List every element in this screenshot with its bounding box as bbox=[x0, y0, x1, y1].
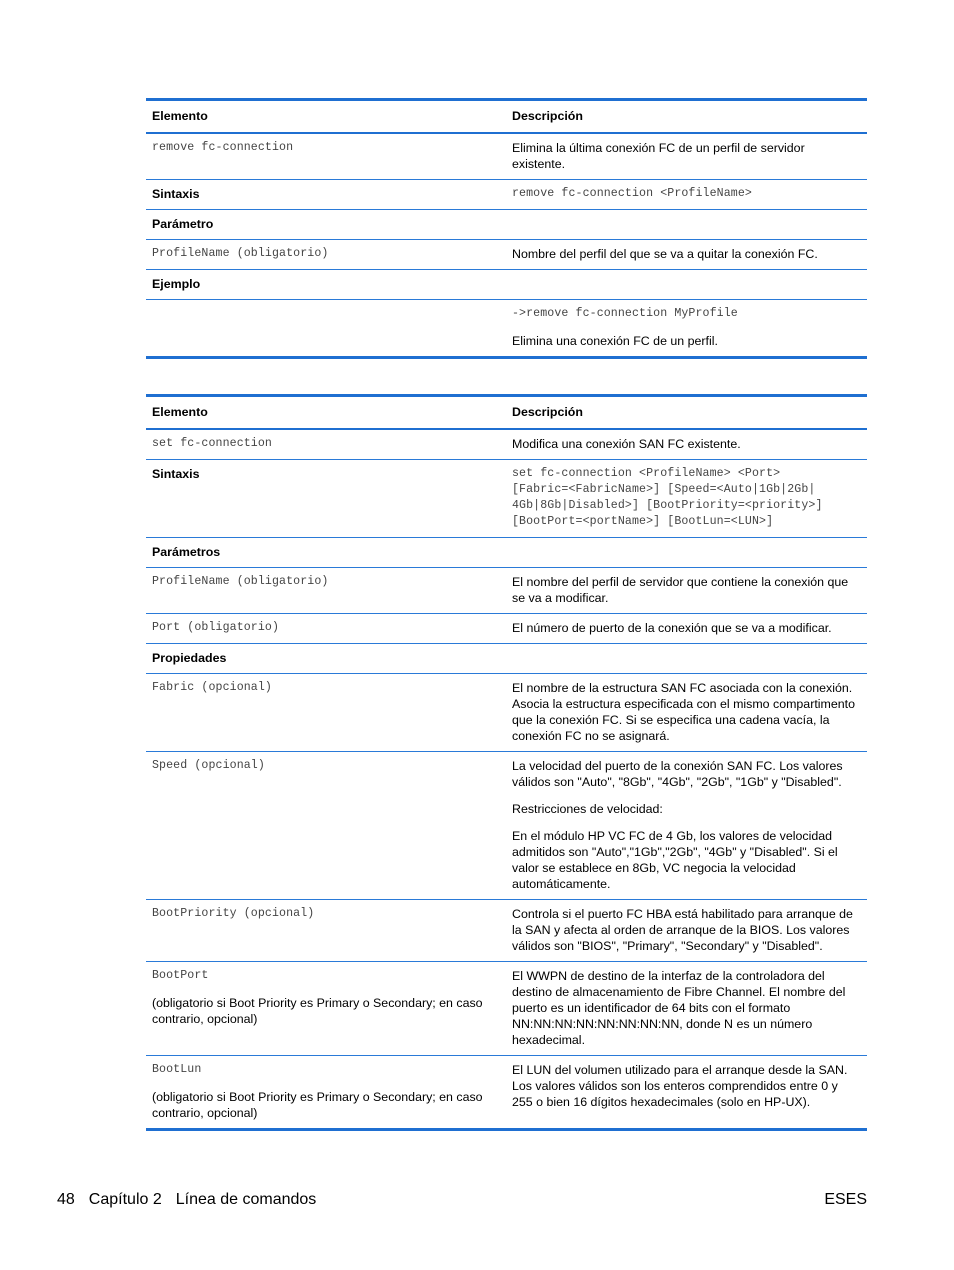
table-row bbox=[146, 133, 867, 180]
chapter-title: Línea de comandos bbox=[175, 1191, 317, 1208]
property-name: BootPriority (opcional) bbox=[146, 900, 506, 962]
parameter-description: El número de puerto de la conexión que se va a modificar. bbox=[506, 614, 867, 644]
property-description: El nombre de la estructura SAN FC asociada con la conexión. Asocia la estructura especificada con el mismo compartimento que la conexión FC. Si se especifica una cadena vacía, la conexión FC no se asignará. bbox=[506, 674, 867, 752]
property-description: El WWPN de destino de la interfaz de la controladora del destino de almacenamiento de Fibre Channel. El nombre del puerto es un identificador de 64 bits con el formato NN:NN:NN:NN:NN:NN:NN:NN, donde N es un número hexadecimal. bbox=[506, 962, 867, 1056]
property-name: BootLun bbox=[152, 1063, 202, 1076]
parameter-name: Port (obligatorio) bbox=[146, 614, 506, 644]
header-descripcion: Descripción bbox=[506, 100, 867, 134]
syntax-line: [Fabric=<FabricName>] [Speed=<Auto|1Gb|2Gb| bbox=[512, 483, 816, 496]
parameter-label: Parámetro bbox=[146, 210, 506, 240]
header-elemento: Elemento bbox=[146, 100, 506, 134]
header-descripcion: Descripción bbox=[506, 396, 867, 430]
property-cell bbox=[146, 962, 506, 1056]
parameter-description: El nombre del perfil de servidor que contiene la conexión que se va a modificar. bbox=[506, 568, 867, 614]
parameter-description: Nombre del perfil del que se va a quitar la conexión FC. bbox=[506, 240, 867, 270]
table-row bbox=[146, 674, 867, 752]
syntax-label: Sintaxis bbox=[146, 460, 506, 538]
example-description: Elimina una conexión FC de un perfil. bbox=[512, 334, 718, 348]
syntax-line: [BootPort=<portName>] [BootLun=<LUN>] bbox=[512, 515, 774, 528]
property-name: Fabric (opcional) bbox=[146, 674, 506, 752]
syntax-line: set fc-connection <ProfileName> <Port> bbox=[512, 467, 781, 480]
property-name: BootPort bbox=[152, 969, 209, 982]
properties-label: Propiedades bbox=[146, 644, 506, 674]
table-row bbox=[146, 1056, 867, 1130]
property-note: (obligatorio si Boot Priority es Primary o Secondary; en caso contrario, opcional) bbox=[152, 996, 483, 1026]
table-header-row bbox=[146, 396, 867, 430]
command-description: Elimina la última conexión FC de un perfil de servidor existente. bbox=[506, 133, 867, 180]
table-row bbox=[146, 429, 867, 460]
table-row bbox=[146, 180, 867, 210]
syntax-line: 4Gb|8Gb|Disabled>] [BootPriority=<priority>] bbox=[512, 499, 823, 512]
page-number: 48 bbox=[57, 1191, 75, 1208]
footer-language-code: ESES bbox=[824, 1191, 867, 1208]
header-elemento: Elemento bbox=[146, 396, 506, 430]
table-row bbox=[146, 900, 867, 962]
table-row bbox=[146, 300, 867, 358]
property-name: Speed (opcional) bbox=[146, 752, 506, 900]
table-row bbox=[146, 240, 867, 270]
syntax-value: remove fc-connection <ProfileName> bbox=[506, 180, 867, 210]
command-description: Modifica una conexión SAN FC existente. bbox=[506, 429, 867, 460]
table-row bbox=[146, 614, 867, 644]
page-footer bbox=[57, 1191, 330, 1209]
table-header-row bbox=[146, 100, 867, 134]
command-name: remove fc-connection bbox=[146, 133, 506, 180]
example-command: ->remove fc-connection MyProfile bbox=[512, 307, 738, 320]
command-name: set fc-connection bbox=[146, 429, 506, 460]
syntax-label: Sintaxis bbox=[146, 180, 506, 210]
example-cell bbox=[506, 300, 867, 358]
property-description: Controla si el puerto FC HBA está habilitado para arranque de la SAN y afecta al orden de arranque de la BIOS. Los valores válidos son "BIOS", "Primary", "Secondary" y "Disabled". bbox=[506, 900, 867, 962]
empty-cell bbox=[506, 538, 867, 568]
property-cell bbox=[146, 1056, 506, 1130]
set-fc-connection-table bbox=[146, 394, 867, 1131]
table-row bbox=[146, 752, 867, 900]
table-row bbox=[146, 270, 867, 300]
speed-restrictions-text: En el módulo HP VC FC de 4 Gb, los valores de velocidad admitidos son "Auto","1Gb","2Gb", "4Gb" y "Disabled". Si el valor se establece en 8Gb, VC negocia la velocidad automáticamente. bbox=[512, 829, 838, 891]
table-row bbox=[146, 538, 867, 568]
table-row bbox=[146, 568, 867, 614]
property-description bbox=[506, 752, 867, 900]
syntax-value bbox=[506, 460, 867, 538]
empty-cell bbox=[506, 644, 867, 674]
table-row bbox=[146, 460, 867, 538]
empty-cell bbox=[506, 210, 867, 240]
parameter-name: ProfileName (obligatorio) bbox=[146, 240, 506, 270]
speed-description: La velocidad del puerto de la conexión SAN FC. Los valores válidos son "Auto", "8Gb", "4Gb", "2Gb", "1Gb" y "Disabled". bbox=[512, 759, 843, 789]
empty-cell bbox=[146, 300, 506, 358]
parameter-name: ProfileName (obligatorio) bbox=[146, 568, 506, 614]
property-note: (obligatorio si Boot Priority es Primary o Secondary; en caso contrario, opcional) bbox=[152, 1090, 483, 1120]
empty-cell bbox=[506, 270, 867, 300]
example-label: Ejemplo bbox=[146, 270, 506, 300]
table-row bbox=[146, 210, 867, 240]
chapter-label: Capítulo 2 bbox=[88, 1191, 162, 1208]
table-row bbox=[146, 644, 867, 674]
speed-restrictions-label: Restricciones de velocidad: bbox=[512, 802, 663, 816]
property-description: El LUN del volumen utilizado para el arranque desde la SAN. Los valores válidos son los enteros comprendidos entre 0 y 255 o bien 16 dígitos hexadecimales (solo en HP-UX). bbox=[506, 1056, 867, 1130]
remove-fc-connection-table bbox=[146, 98, 867, 359]
parameters-label: Parámetros bbox=[146, 538, 506, 568]
table-row bbox=[146, 962, 867, 1056]
